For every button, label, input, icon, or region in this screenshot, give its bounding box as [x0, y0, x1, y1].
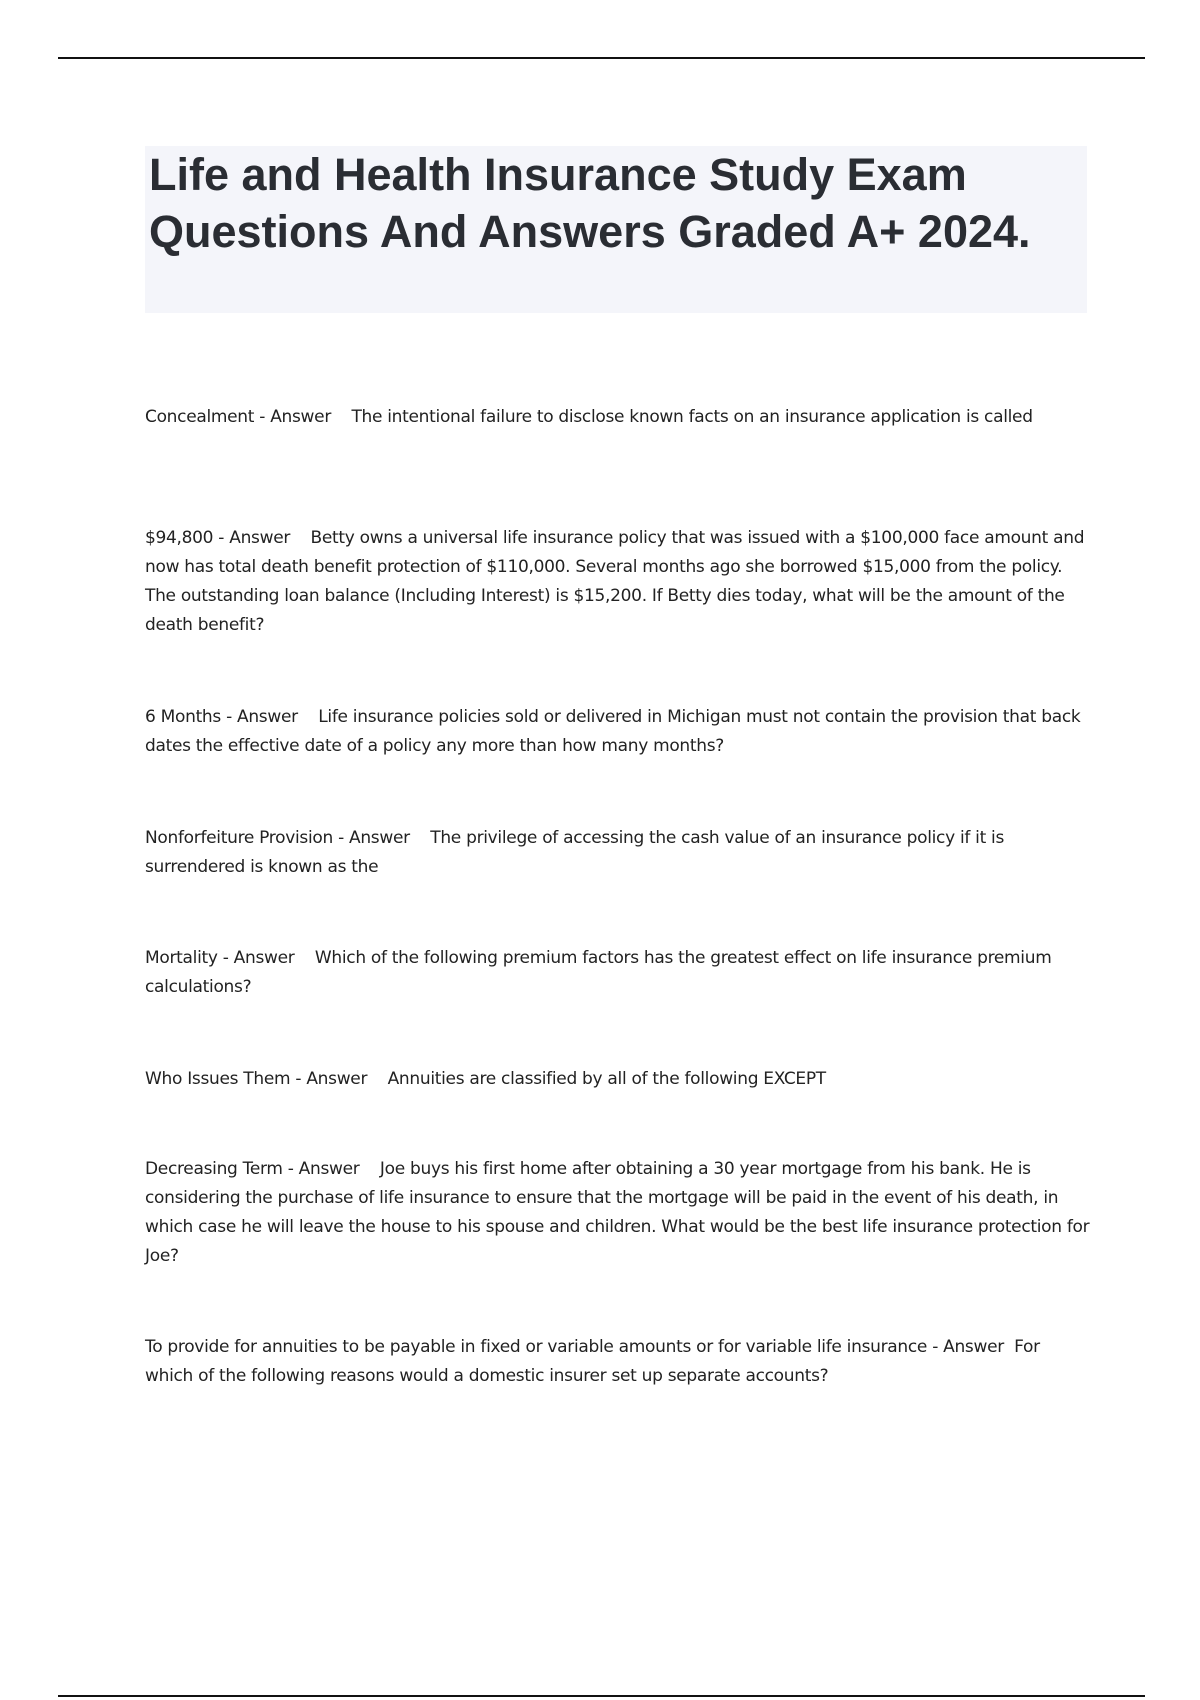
- qa-item: [145, 944, 1090, 1002]
- qa-answer: Who Issues Them - Answer: [145, 1069, 368, 1089]
- qa-answer: To provide for annuities to be payable in fixed or variable amounts or for variable life insurance - Answer: [145, 1337, 1004, 1357]
- qa-item: [145, 703, 1090, 761]
- qa-item: [145, 524, 1090, 640]
- qa-answer: Concealment - Answer: [145, 407, 332, 427]
- qa-answer: 6 Months - Answer: [145, 707, 298, 727]
- qa-question: The privilege of accessing the cash value of an insurance policy if it is surrendered is known as the: [145, 828, 1005, 877]
- qa-question: For which of the following reasons would a domestic insurer set up separate accounts?: [145, 1337, 1040, 1386]
- qa-question: Annuities are classified by all of the following EXCEPT: [387, 1069, 826, 1089]
- qa-item: [145, 1065, 1090, 1094]
- title-banner: [145, 146, 1087, 313]
- top-rule: [58, 57, 1145, 59]
- qa-question: Which of the following premium factors has the greatest effect on life insurance premium calculations?: [145, 948, 1052, 997]
- qa-answer: $94,800 - Answer: [145, 528, 291, 548]
- qa-item: [145, 1333, 1090, 1391]
- qa-item: [145, 403, 1090, 432]
- qa-answer: Mortality - Answer: [145, 948, 295, 968]
- bottom-rule: [58, 1695, 1145, 1697]
- qa-item: [145, 824, 1090, 882]
- qa-question: The intentional failure to disclose known facts on an insurance application is called: [351, 407, 1033, 427]
- qa-question: Life insurance policies sold or delivered in Michigan must not contain the provision that back dates the effective date of a policy any more than how many months?: [145, 707, 1081, 756]
- qa-question: Betty owns a universal life insurance policy that was issued with a $100,000 face amount and now has total death benefit protection of $110,000. Several months ago she borrowed $15,000 from the policy. The outstanding loan balance (Including Interest) is $15,200. If Betty dies today, what will be the amount of the death benefit?: [145, 528, 1085, 635]
- qa-answer: Nonforfeiture Provision - Answer: [145, 828, 410, 848]
- document-title: Life and Health Insurance Study Exam Questions And Answers Graded A+ 2024.: [149, 149, 1031, 257]
- qa-answer: Decreasing Term - Answer: [145, 1159, 360, 1179]
- qa-question: Joe buys his first home after obtaining a 30 year mortgage from his bank. He is considering the purchase of life insurance to ensure that the mortgage will be paid in the event of his death, in which case he will leave the house to his spouse and children. What would be the best life insurance protection for Joe?: [145, 1159, 1090, 1266]
- qa-item: [145, 1155, 1090, 1271]
